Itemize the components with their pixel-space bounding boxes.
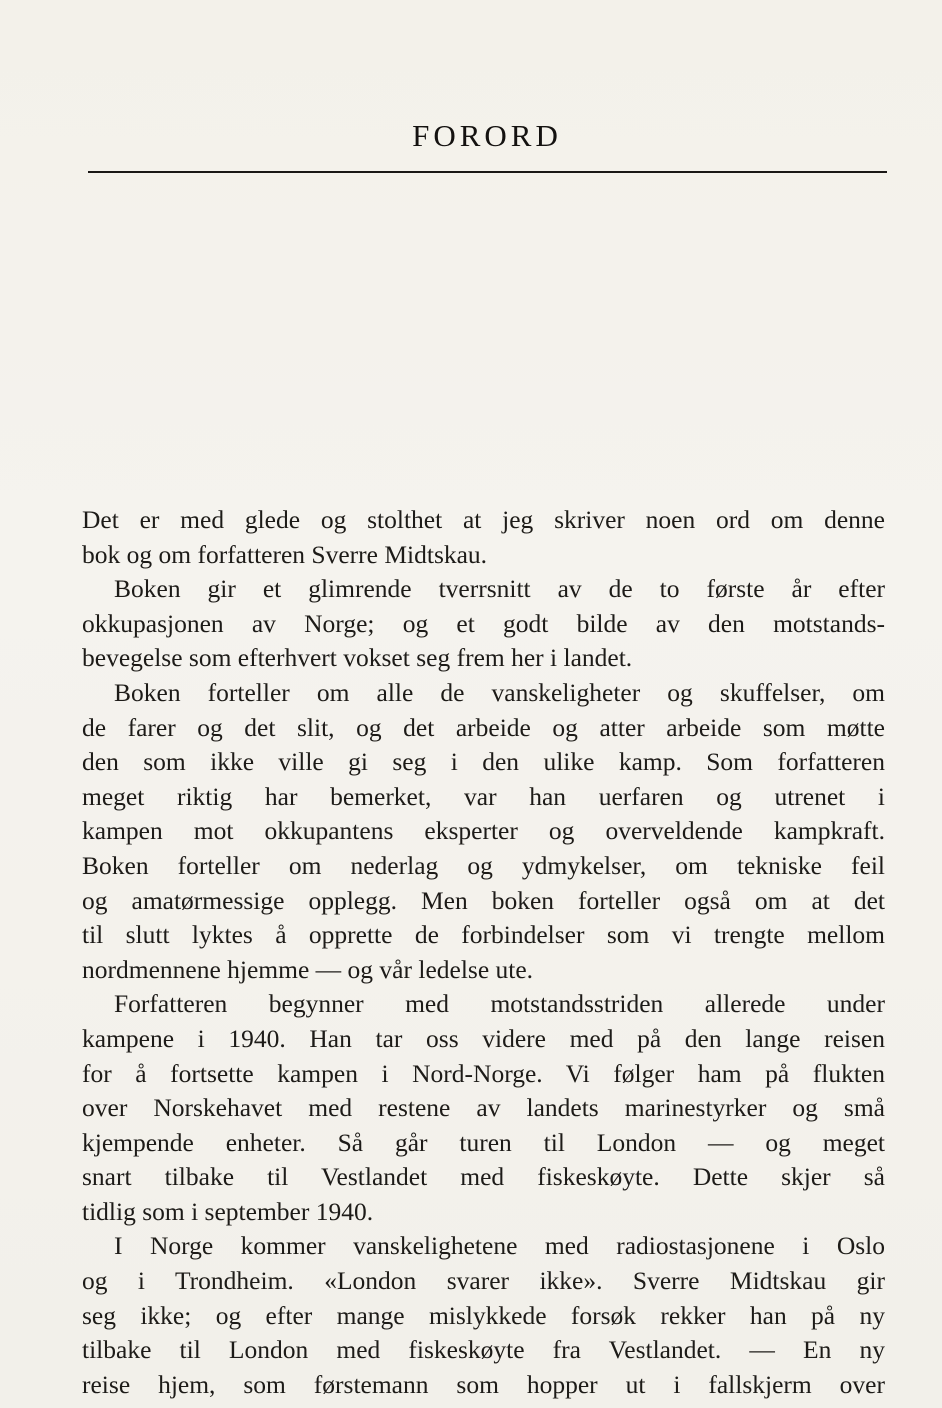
text-line: Boken gir et glimrende tverrsnitt av de to første år efter <box>114 574 885 604</box>
text-line: for å fortsette kampen i Nord-Norge. Vi følger ham på flukten <box>82 1058 885 1088</box>
text-line: og amatørmessige opplegg. Men boken forteller også om at det <box>82 885 885 915</box>
heading-rule <box>88 171 887 173</box>
text-line: Det er med glede og stolthet at jeg skriver noen ord om denne <box>82 505 885 534</box>
text-line: tidlig som i september 1940. <box>82 1196 374 1226</box>
text-line: kampen mot okkupantens eksperter og overveldende kampkraft. <box>82 816 885 846</box>
text-line: den som ikke ville gi seg i den ulike kamp. Som forfatteren <box>82 747 885 777</box>
body-text <box>82 503 885 1402</box>
text-line: meget riktig har bemerket, var han uerfaren og utrenet i <box>82 781 885 811</box>
text-line: bok og om forfatteren Sverre Midtskau. <box>82 539 488 569</box>
text-line: bevegelse som efterhvert vokset seg frem her i landet. <box>82 643 633 673</box>
text-line: Boken forteller om alle de vanskeligheter og skuffelser, om <box>114 677 885 707</box>
text-line: tilbake til London med fiskeskøyte fra Vestlandet. — En ny <box>82 1335 885 1365</box>
page-heading: FORORD <box>412 118 562 153</box>
text-line: nordmennene hjemme — og vår ledelse ute. <box>82 954 534 984</box>
text-line: snart tilbake til Vestlandet med fiskeskøyte. Dette skjer så <box>82 1162 885 1192</box>
text-line: de farer og det slit, og det arbeide og atter arbeide som møtte <box>82 712 885 742</box>
text-line: over Norskehavet med restene av landets marinestyrker og små <box>82 1093 885 1123</box>
text-line: I Norge kommer vanskelighetene med radiostasjonene i Oslo <box>114 1231 885 1261</box>
text-line: kampene i 1940. Han tar oss videre med på den lange reisen <box>82 1023 885 1053</box>
text-line: til slutt lyktes å opprette de forbindelser som vi trengte mellom <box>82 920 885 950</box>
text-line: Forfatteren begynner med motstandsstriden allerede under <box>114 989 885 1019</box>
text-line: reise hjem, som førstemann som hopper ut i fallskjerm over <box>82 1369 885 1399</box>
text-line: okkupasjonen av Norge; og et godt bilde av den motstands- <box>82 608 885 638</box>
text-line: kjempende enheter. Så går turen til London — og meget <box>82 1127 885 1157</box>
text-line: og i Trondheim. «London svarer ikke». Sverre Midtskau gir <box>82 1266 885 1296</box>
text-line: seg ikke; og efter mange mislykkede forsøk rekker han på ny <box>82 1300 885 1330</box>
text-line: Boken forteller om nederlag og ydmykelser, om tekniske feil <box>82 850 885 880</box>
